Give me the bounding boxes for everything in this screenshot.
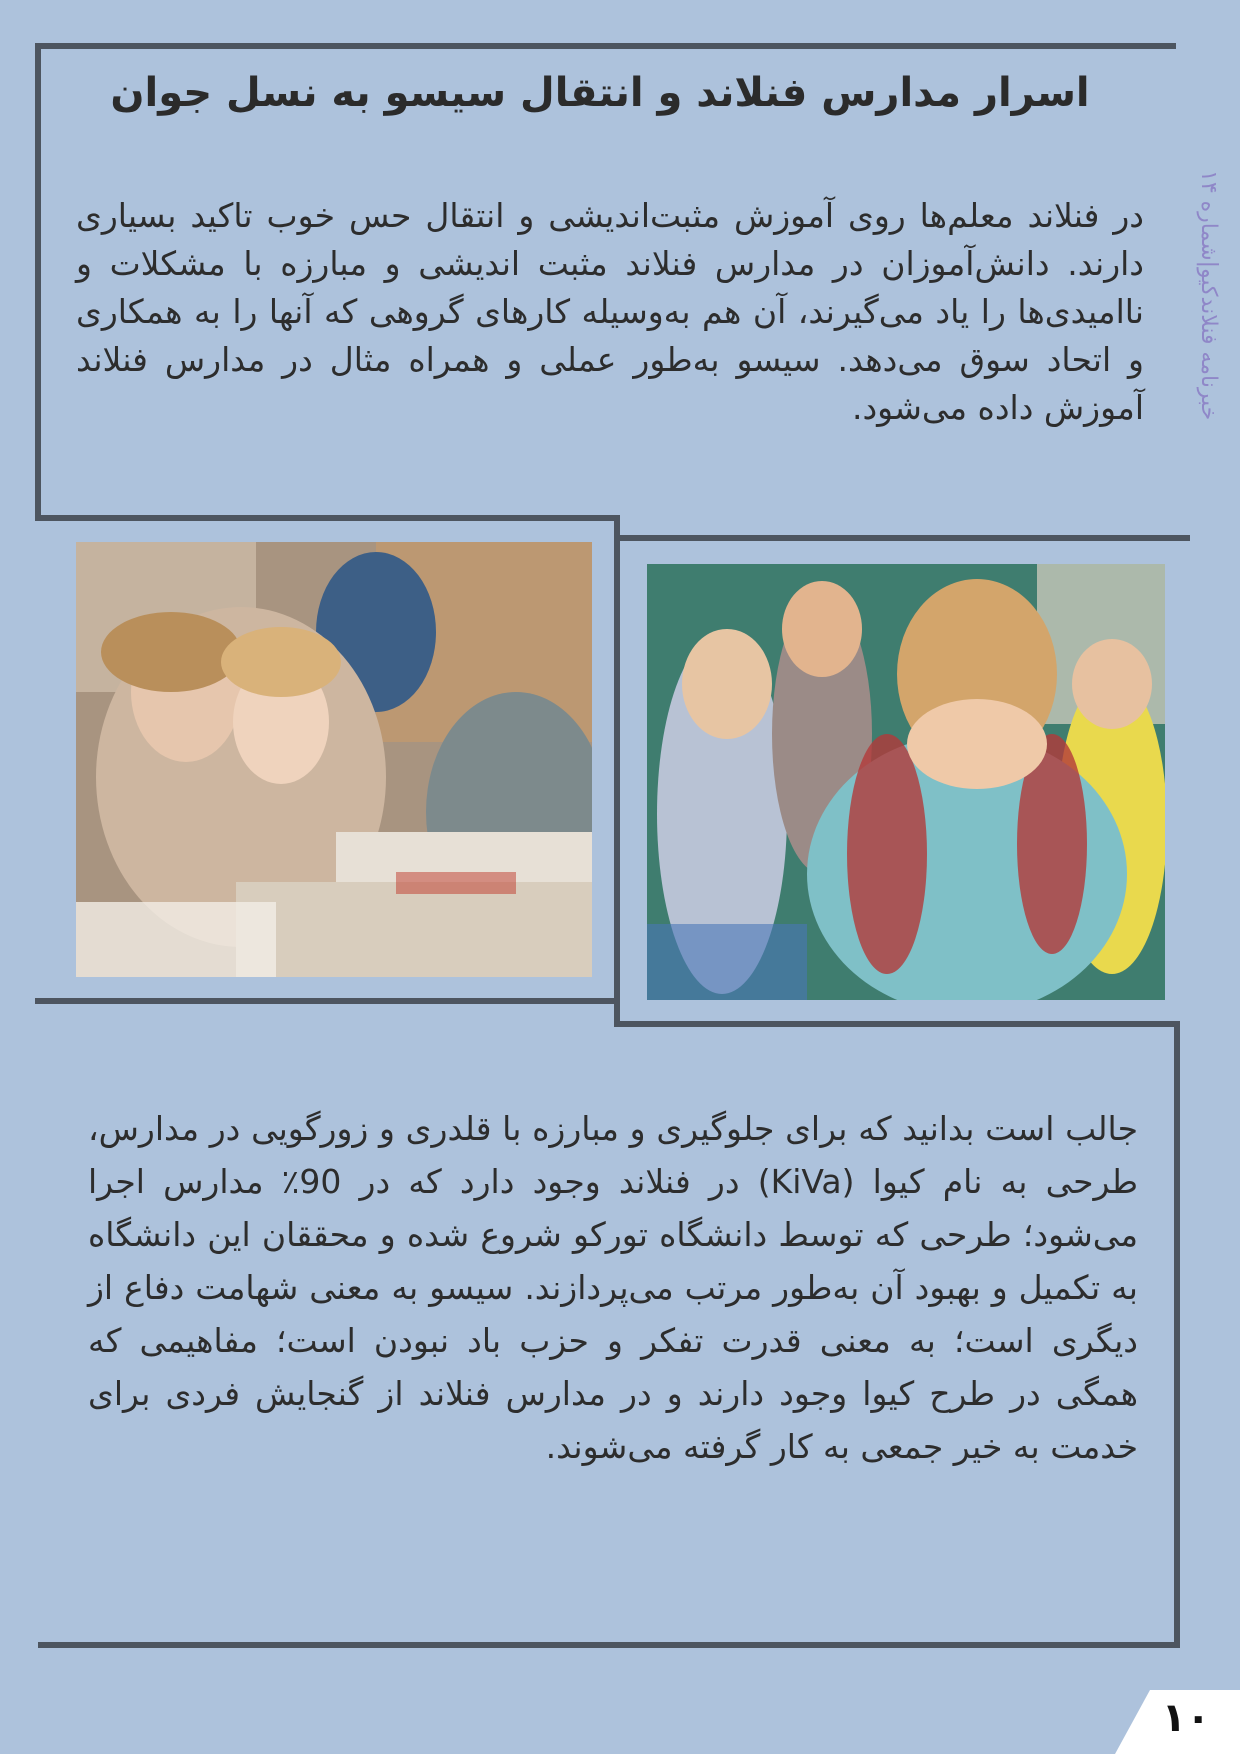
page-number: ۱۰ (1161, 1695, 1211, 1741)
kiva-paragraph: جالب است بدانید که برای جلوگیری و مبارزه با قلدری و زورگویی در مدارس، طرحی به نام کیوا (KiVa) در فنلاند وجود دارد که در 90٪ مدارس اجرا می‌شود؛ طرحی که توسط دانشگاه تورکو شروع شده و محققان این دانشگاه به تکمیل و بهبود آن به‌طور مرتب می‌پردازند. سیسو به معنی شهامت دفاع از دیگری است؛ به معنی قدرت تفکر و حزب باد نبودن است؛ مفاهیمی که همگی در طرح کیوا وجود دارند و در مدارس فنلاند از گنجایش فردی برای خدمت به خیر جمعی به کار گرفته می‌شوند. (88, 1109, 1138, 1466)
right-frame-line (1174, 1021, 1180, 1648)
intro-paragraph: در فنلاند معلم‌ها روی آموزش مثبت‌اندیشی و انتقال حس خوب تاکید بسیاری دارند. دانش‌آموزان در مدارس فنلاند مثبت اندیشی و مبارزه با مشکلات و ناامیدی‌ها را یاد می‌گیرند، آن هم به‌وسیله کارهای گروهی که آنها را به همکاری و اتحاد سوق می‌دهد. سیسو به‌طور عملی و همراه مثال در مدارس فنلاند آموزش داده می‌شود. (76, 196, 1144, 427)
middle-divider-right (614, 1021, 1180, 1027)
center-vertical-line (614, 515, 620, 1027)
upper-divider-right (618, 535, 1190, 541)
bullied-boy-photo (647, 564, 1165, 1000)
upper-divider-left (35, 515, 620, 521)
classroom-laughing-girls-photo (76, 542, 592, 977)
article-title: اسرار مدارس فنلاند و انتقال سیسو به نسل جوان (110, 70, 1090, 116)
top-frame-line (35, 43, 1176, 49)
left-frame-line (35, 43, 41, 521)
middle-divider-left (35, 998, 620, 1004)
newsletter-side-title: خبرنامه فنلاندکیو|شماره ۱۴ (1196, 170, 1221, 421)
bottom-frame-line (38, 1642, 1180, 1648)
